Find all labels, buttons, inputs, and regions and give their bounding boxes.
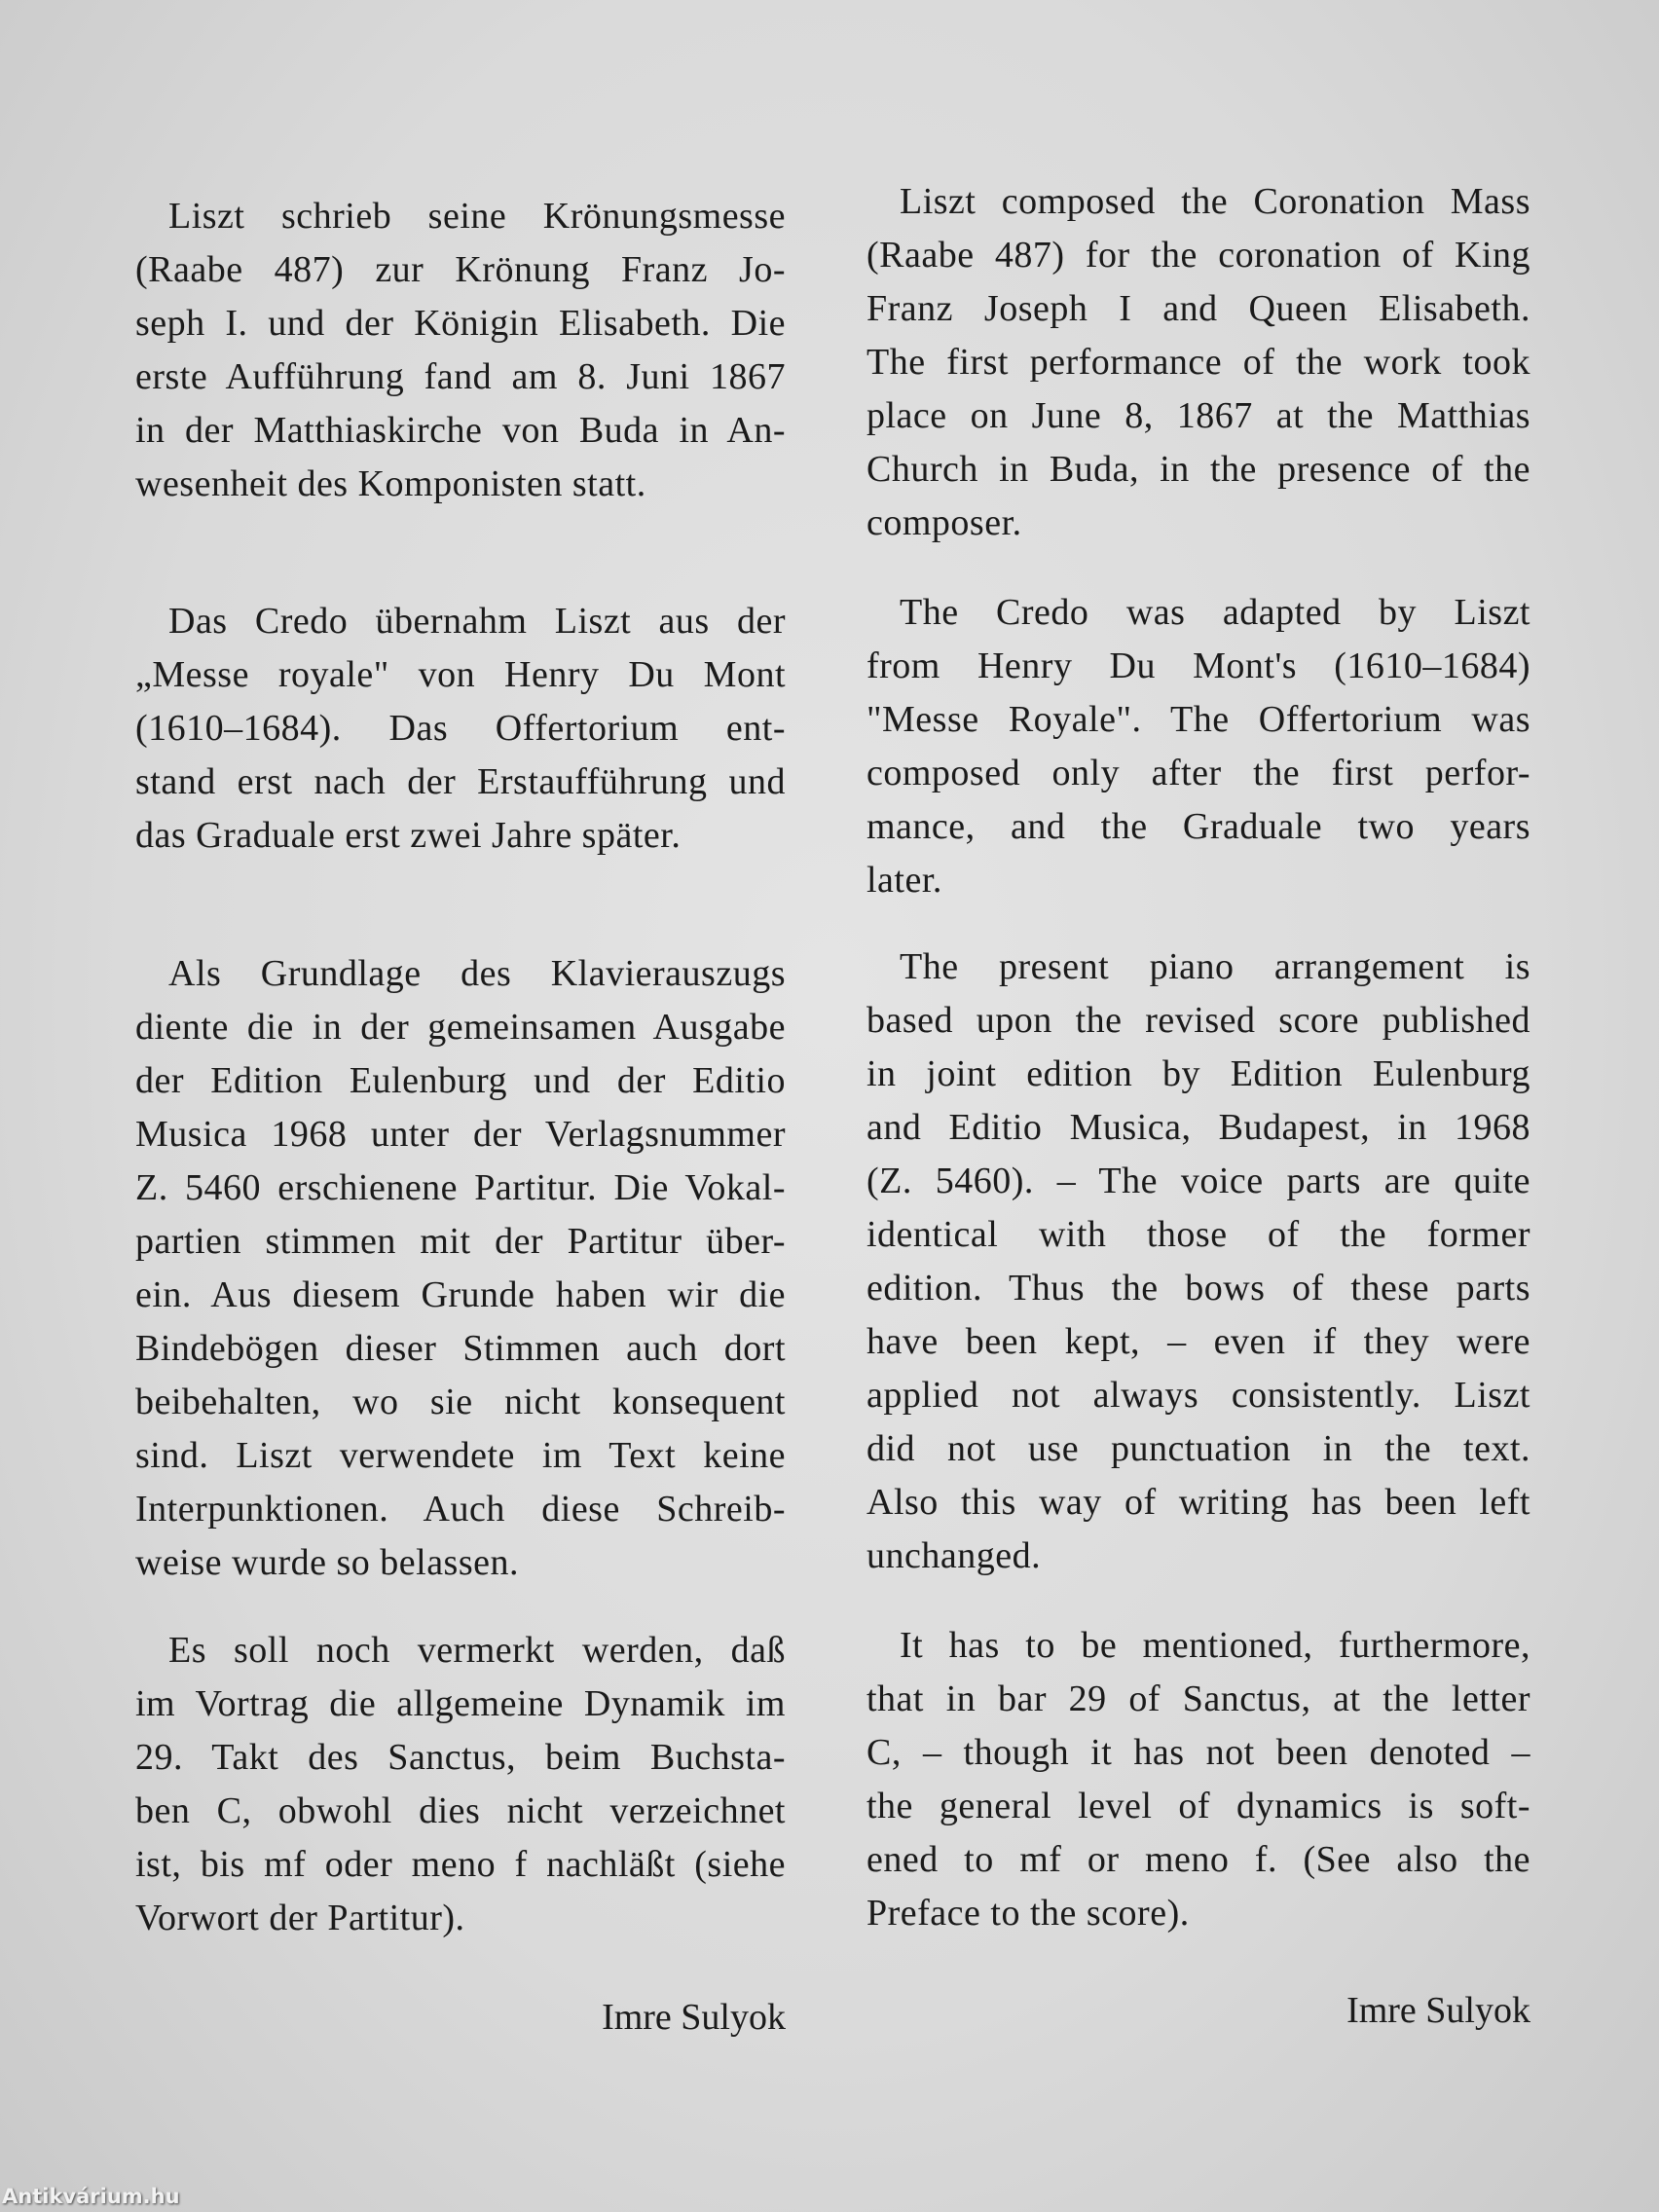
text-line: Musica 1968 unter der Verlagsnummer [135, 1114, 786, 1155]
paragraph-edition-en [866, 940, 1530, 1583]
text-line: The first performance of the work took [866, 342, 1530, 383]
text-line: Franz Joseph I and Queen Elisabeth. [866, 288, 1530, 329]
paragraph-intro-de [135, 190, 786, 511]
text-line: Preface to the score). [866, 1893, 1190, 1934]
text-line: ened to mf or meno f. (See also the [866, 1839, 1530, 1880]
text-line: wesenheit des Komponisten statt. [135, 463, 646, 504]
signature-de: Imre Sulyok [602, 1997, 786, 2038]
text-line: Es soll noch vermerkt werden, daß [168, 1630, 786, 1671]
text-line: ist, bis mf oder meno f nachläßt (siehe [135, 1844, 786, 1885]
text-line: diente die in der gemeinsamen Ausgabe [135, 1007, 786, 1048]
text-line: Liszt schrieb seine Krönungsmesse [168, 196, 786, 237]
text-line: C, – though it has not been denoted – [866, 1732, 1530, 1773]
paragraph-edition-de [135, 947, 786, 1590]
text-line: The Credo was adapted by Liszt [900, 592, 1530, 633]
text-line: Liszt composed the Coronation Mass [900, 181, 1530, 222]
text-line: Interpunktionen. Auch diese Schreib- [135, 1489, 786, 1530]
text-line: composer. [866, 502, 1022, 543]
text-line: have been kept, – even if they were [866, 1321, 1530, 1362]
text-line: „Messe royale" von Henry Du Mont [135, 654, 786, 695]
text-line: based upon the revised score published [866, 1000, 1530, 1041]
text-line: (Raabe 487) zur Krönung Franz Jo- [135, 249, 786, 290]
text-line: It has to be mentioned, furthermore, [900, 1625, 1530, 1666]
text-line: (Z. 5460). – The voice parts are quite [866, 1161, 1530, 1201]
watermark-logo: Antikvárium.hu [2, 2185, 180, 2208]
text-line: The present piano arrangement is [900, 946, 1530, 987]
text-line: did not use punctuation in the text. [866, 1428, 1530, 1469]
text-line: das Graduale erst zwei Jahre später. [135, 815, 682, 856]
text-line: composed only after the first perfor- [866, 753, 1530, 793]
text-line: later. [866, 860, 942, 901]
text-line: applied not always consistently. Liszt [866, 1375, 1530, 1416]
text-line: ben C, obwohl dies nicht verzeichnet [135, 1790, 786, 1831]
text-line: the general level of dynamics is soft- [866, 1786, 1530, 1826]
text-line: im Vortrag die allgemeine Dynamik im [135, 1683, 786, 1724]
text-line: from Henry Du Mont's (1610–1684) [866, 645, 1530, 686]
text-line: sind. Liszt verwendete im Text keine [135, 1435, 786, 1476]
text-line: mance, and the Graduale two years [866, 806, 1530, 847]
text-line: stand erst nach der Erstaufführung und [135, 761, 786, 802]
text-line: (Raabe 487) for the coronation of King [866, 235, 1530, 276]
text-line: beibehalten, wo sie nicht konsequent [135, 1382, 786, 1422]
text-line: ein. Aus diesem Grunde haben wir die [135, 1274, 786, 1315]
text-line: unchanged. [866, 1535, 1042, 1576]
text-line: identical with those of the former [866, 1214, 1530, 1255]
paragraph-credo-de [135, 595, 786, 863]
text-line: Church in Buda, in the presence of the [866, 449, 1530, 490]
text-line: in der Matthiaskirche von Buda in An- [135, 410, 786, 451]
text-line: and Editio Musica, Budapest, in 1968 [866, 1107, 1530, 1148]
text-line: Bindebögen dieser Stimmen auch dort [135, 1328, 786, 1369]
text-line: Als Grundlage des Klavierauszugs [168, 953, 786, 994]
text-line: place on June 8, 1867 at the Matthias [866, 395, 1530, 436]
paragraph-dynamics-en [866, 1619, 1530, 1940]
text-line: (1610–1684). Das Offertorium ent- [135, 708, 786, 749]
text-line: Z. 5460 erschienene Partitur. Die Vokal- [135, 1167, 786, 1208]
text-line: edition. Thus the bows of these parts [866, 1268, 1530, 1309]
paragraph-intro-en [866, 175, 1530, 550]
text-line: partien stimmen mit der Partitur über- [135, 1221, 786, 1262]
text-line: seph I. und der Königin Elisabeth. Die [135, 303, 786, 344]
paragraph-dynamics-de [135, 1624, 786, 1945]
text-line: weise wurde so belassen. [135, 1542, 520, 1583]
text-line: Das Credo übernahm Liszt aus der [168, 601, 786, 642]
text-line: "Messe Royale". The Offertorium was [866, 699, 1530, 740]
text-line: that in bar 29 of Sanctus, at the letter [866, 1678, 1530, 1719]
text-line: Vorwort der Partitur). [135, 1898, 465, 1938]
text-line: der Edition Eulenburg und der Editio [135, 1060, 786, 1101]
signature-en: Imre Sulyok [1346, 1990, 1530, 2031]
paragraph-credo-en [866, 586, 1530, 907]
text-line: 29. Takt des Sanctus, beim Buchsta- [135, 1737, 786, 1778]
text-line: Also this way of writing has been left [866, 1482, 1530, 1523]
text-line: in joint edition by Edition Eulenburg [866, 1053, 1530, 1094]
text-line: erste Aufführung fand am 8. Juni 1867 [135, 356, 786, 397]
